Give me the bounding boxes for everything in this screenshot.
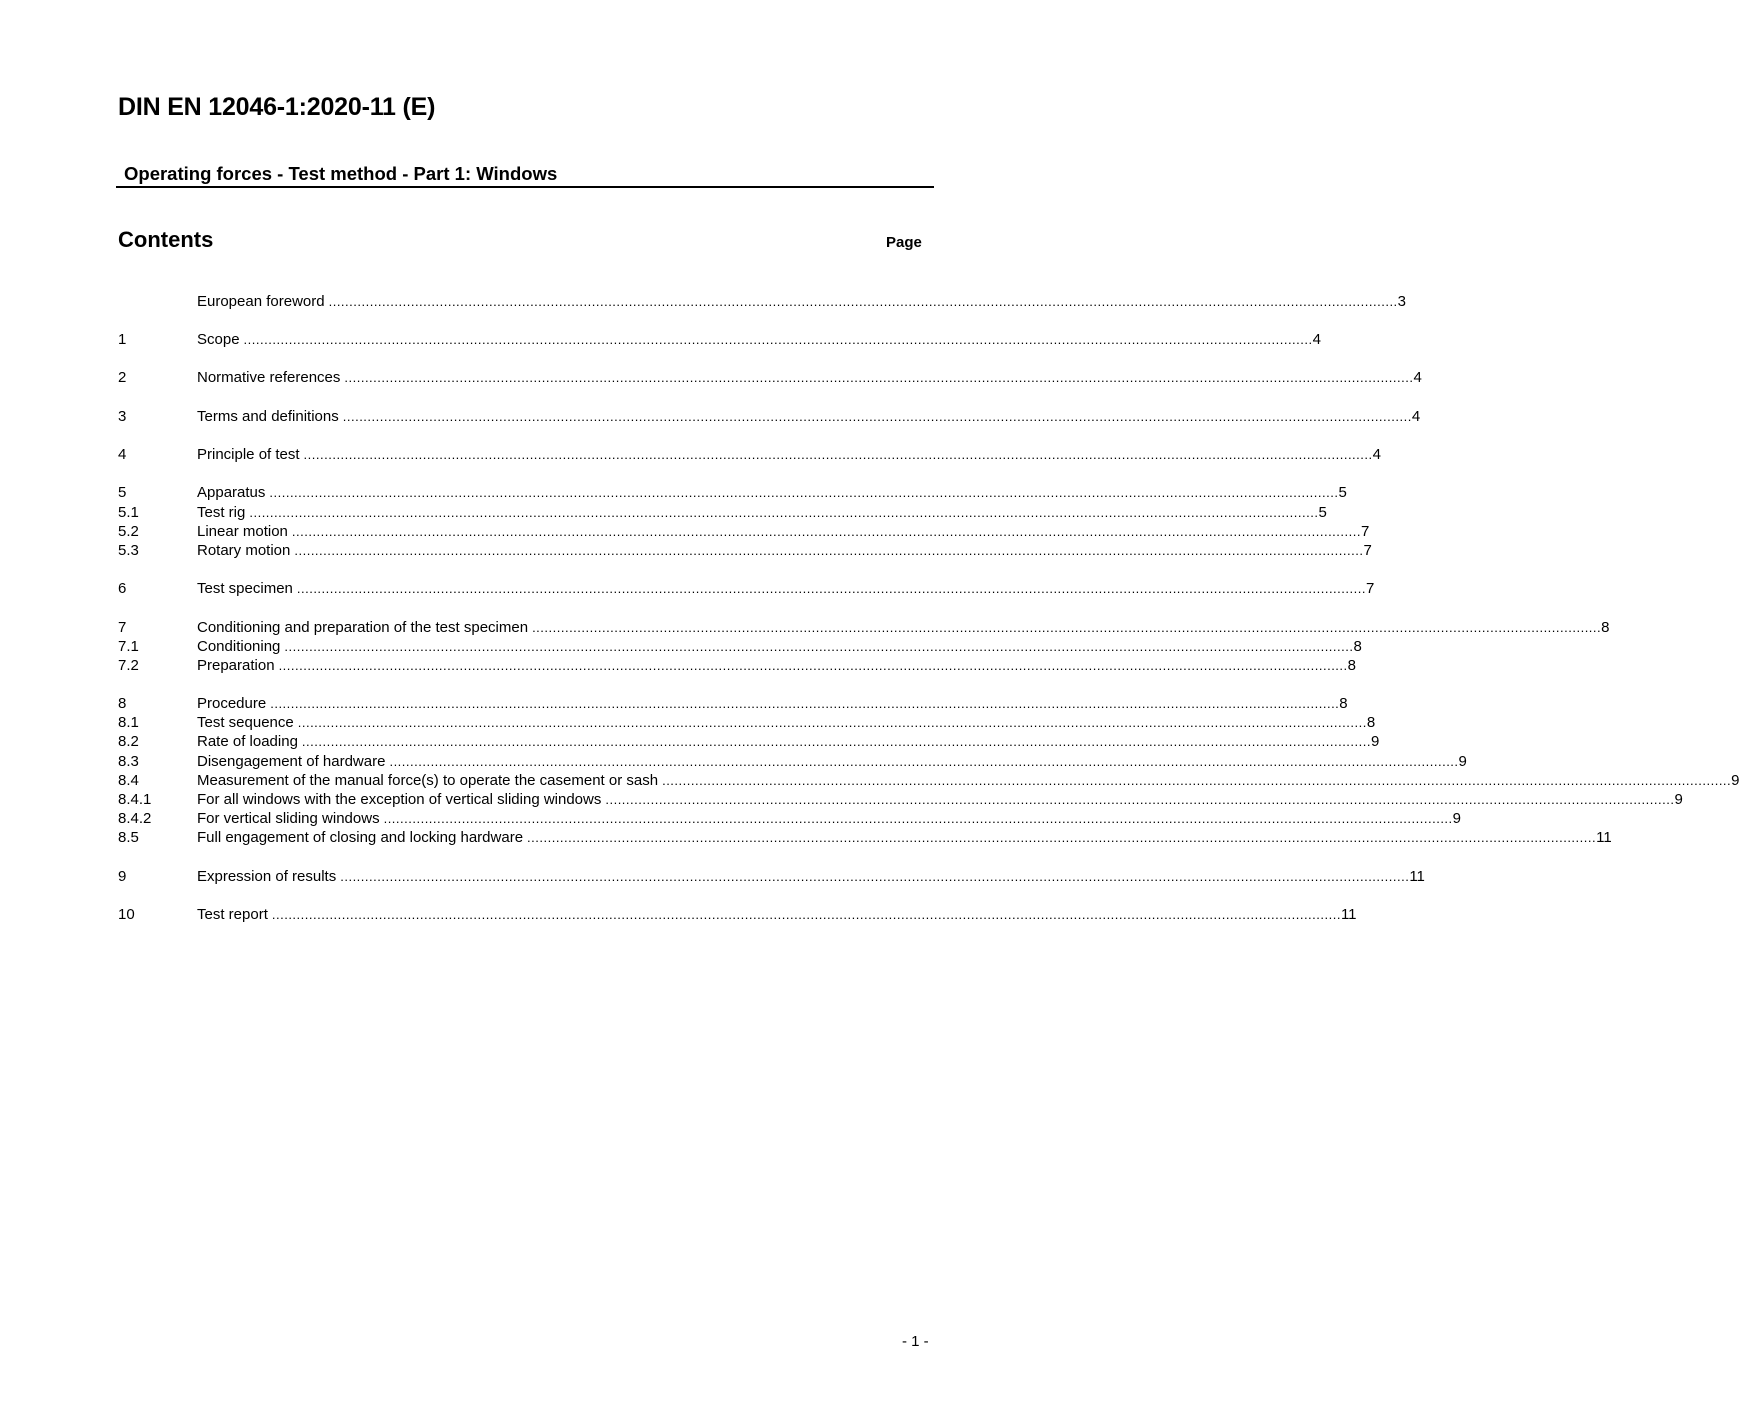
toc-entry-number: 8.5 [118, 829, 139, 846]
toc-entry-number: 8.4.1 [118, 791, 152, 808]
toc-leader-dots: .................................................................................................................................................................................................................................................................... [328, 294, 1398, 309]
toc-entry-page: 7 [1365, 580, 1375, 597]
toc-leader-dots: .................................................................................................................................................................................................................................................................... [271, 907, 1341, 922]
toc-entry[interactable] [118, 579, 1375, 598]
toc-entry[interactable] [118, 483, 1347, 502]
toc-entry-number: 9 [118, 868, 127, 885]
toc-entry[interactable] [118, 522, 1370, 541]
toc-entry-page: 8 [1347, 657, 1356, 674]
toc-leader-dots: .................................................................................................................................................................................................................................................................... [344, 370, 1414, 385]
toc-entry-title: Apparatus [197, 484, 266, 501]
toc-entry[interactable] [118, 503, 1327, 522]
toc-entry-number: 8.1 [118, 714, 139, 731]
toc-entry-title: Expression of results [197, 868, 337, 885]
toc-leader-dots: .................................................................................................................................................................................................................................................................... [278, 658, 1348, 673]
toc-entry[interactable] [118, 330, 1321, 349]
toc-entry-number: 7.2 [118, 657, 139, 674]
toc-entry-number: 5.3 [118, 542, 139, 559]
page-column-heading: Page [886, 234, 922, 251]
toc-leader-dots: .................................................................................................................................................................................................................................................................... [605, 792, 1675, 807]
toc-entry[interactable] [118, 541, 1372, 560]
toc-entry-number: 4 [118, 446, 127, 463]
toc-entry-number: 8.3 [118, 753, 139, 770]
toc-entry-title: Rotary motion [197, 542, 291, 559]
toc-entry-title: Rate of loading [197, 733, 298, 750]
toc-entry-title: Disengagement of hardware [197, 753, 386, 770]
toc-entry-title: Preparation [197, 657, 275, 674]
toc-entry-title: Procedure [197, 695, 267, 712]
toc-entry-number: 3 [118, 408, 127, 425]
document-id: DIN EN 12046-1:2020-11 (E) [118, 93, 436, 121]
toc-entry-title: Test sequence [197, 714, 294, 731]
toc-entry[interactable] [118, 732, 1380, 751]
toc-entry[interactable] [118, 867, 1425, 886]
toc-entry-page: 4 [1312, 331, 1321, 348]
toc-entry-number: 7.1 [118, 638, 139, 655]
toc-entry-page: 9 [1370, 733, 1380, 750]
toc-entry-title: For all windows with the exception of vertical sliding windows [197, 791, 602, 808]
toc-entry-page: 7 [1360, 523, 1370, 540]
toc-entry-number: 2 [118, 369, 127, 386]
toc-leader-dots: .................................................................................................................................................................................................................................................................... [296, 581, 1366, 596]
toc-entry-number: 1 [118, 331, 127, 348]
toc-entry-page: 7 [1363, 542, 1372, 559]
toc-entry-page: 11 [1596, 829, 1612, 846]
footer-page-number: - 1 - [902, 1333, 929, 1350]
toc-entry[interactable] [118, 790, 1683, 809]
toc-entry-page: 9 [1452, 810, 1461, 827]
toc-entry-number: 8.4.2 [118, 810, 152, 827]
toc-leader-dots: .................................................................................................................................................................................................................................................................... [297, 715, 1367, 730]
toc-entry[interactable] [118, 445, 1381, 464]
toc-entry-title: Conditioning [197, 638, 281, 655]
toc-entry-title: Principle of test [197, 446, 300, 463]
toc-entry[interactable] [118, 407, 1421, 426]
toc-entry[interactable] [118, 828, 1612, 847]
toc-entry[interactable] [118, 905, 1357, 924]
toc-entry-title: European foreword [197, 293, 325, 310]
toc-entry-page: 11 [1409, 868, 1425, 885]
toc-entry-title: Full engagement of closing and locking hardware [197, 829, 524, 846]
toc-entry-title: Normative references [197, 369, 341, 386]
toc-entry-number: 5.2 [118, 523, 139, 540]
toc-entry[interactable] [118, 368, 1422, 387]
toc-entry-title: Linear motion [197, 523, 288, 540]
toc-leader-dots: .................................................................................................................................................................................................................................................................... [301, 734, 1371, 749]
toc-leader-dots: .................................................................................................................................................................................................................................................................... [389, 754, 1459, 769]
toc-entry-page: 5 [1338, 484, 1347, 501]
toc-entry-number: 7 [118, 619, 127, 636]
toc-leader-dots: .................................................................................................................................................................................................................................................................... [294, 543, 1364, 558]
toc-entry-page: 5 [1318, 504, 1327, 521]
document-subtitle: Operating forces - Test method - Part 1: Windows [124, 163, 558, 184]
toc-entry-title: Terms and definitions [197, 408, 339, 425]
toc-entry-title: For vertical sliding windows [197, 810, 380, 827]
toc-leader-dots: .................................................................................................................................................................................................................................................................... [243, 332, 1313, 347]
toc-entry[interactable] [118, 637, 1362, 656]
toc-leader-dots: .................................................................................................................................................................................................................................................................... [342, 409, 1412, 424]
toc-entry-page: 4 [1411, 408, 1421, 425]
toc-entry-title: Test specimen [197, 580, 293, 597]
contents-heading: Contents [118, 227, 214, 252]
toc-entry-number: 8.4 [118, 772, 139, 789]
toc-entry-page: 8 [1366, 714, 1376, 731]
toc-entry-number: 10 [118, 906, 135, 923]
toc-entry-title: Conditioning and preparation of the test specimen [197, 619, 529, 636]
toc-entry[interactable] [118, 618, 1610, 637]
toc-leader-dots: .................................................................................................................................................................................................................................................................... [662, 773, 1732, 788]
toc-entry-page: 4 [1413, 369, 1422, 386]
toc-entry-number: 5 [118, 484, 127, 501]
toc-entry[interactable] [118, 809, 1461, 828]
toc-entry-page: 11 [1340, 906, 1357, 923]
toc-entry[interactable] [118, 771, 1740, 790]
toc-leader-dots: .................................................................................................................................................................................................................................................................... [383, 811, 1453, 826]
toc-entry-page: 9 [1458, 753, 1467, 770]
toc-leader-dots: .................................................................................................................................................................................................................................................................... [303, 447, 1373, 462]
toc-entry-number: 6 [118, 580, 127, 597]
toc-entry-number: 8.2 [118, 733, 139, 750]
toc-entry[interactable] [118, 656, 1356, 675]
toc-entry-number: 5.1 [118, 504, 139, 521]
toc-entry-title: Test rig [197, 504, 246, 521]
toc-entry-page: 8 [1601, 619, 1610, 636]
toc-leader-dots: .................................................................................................................................................................................................................................................................... [284, 639, 1354, 654]
toc-entry[interactable] [118, 694, 1348, 713]
toc-entry-page: 4 [1372, 446, 1381, 463]
toc-entry-page: 9 [1731, 772, 1740, 789]
toc-entry-title: Test report [197, 906, 268, 923]
toc-entry[interactable] [118, 752, 1467, 771]
toc-leader-dots: .................................................................................................................................................................................................................................................................... [532, 620, 1602, 635]
toc-entry[interactable] [118, 713, 1376, 732]
toc-entry-page: 9 [1674, 791, 1683, 808]
toc-entry-page: 8 [1339, 695, 1348, 712]
toc-entry-page: 3 [1397, 293, 1407, 310]
toc-entry-title: Scope [197, 331, 240, 348]
toc-entry-number: 8 [118, 695, 127, 712]
toc-leader-dots: .................................................................................................................................................................................................................................................................... [291, 524, 1361, 539]
toc-leader-dots: .................................................................................................................................................................................................................................................................... [527, 830, 1597, 845]
toc-leader-dots: .................................................................................................................................................................................................................................................................... [269, 485, 1339, 500]
title-rule [116, 186, 934, 188]
toc-entry[interactable] [118, 292, 1407, 311]
toc-entry-title: Measurement of the manual force(s) to operate the casement or sash [197, 772, 659, 789]
toc-leader-dots: .................................................................................................................................................................................................................................................................... [340, 869, 1410, 884]
toc-leader-dots: .................................................................................................................................................................................................................................................................... [249, 505, 1319, 520]
toc-leader-dots: .................................................................................................................................................................................................................................................................... [270, 696, 1340, 711]
toc-entry-page: 8 [1353, 638, 1362, 655]
